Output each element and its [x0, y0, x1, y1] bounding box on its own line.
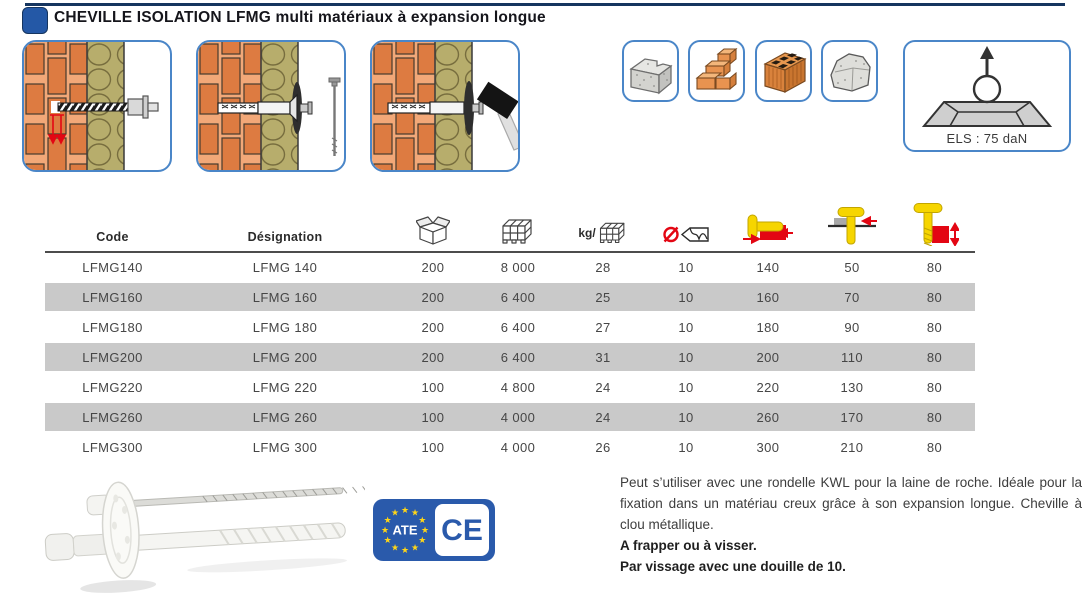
- table-cell: 4 000: [500, 409, 536, 425]
- col-box-qty: [390, 200, 476, 252]
- table-cell: LFMG140: [82, 259, 143, 275]
- table-row: [45, 312, 975, 342]
- svg-text:★: ★: [390, 507, 400, 518]
- embedment-depth-icon: [911, 202, 959, 246]
- table-cell: 80: [926, 409, 943, 425]
- svg-text:★: ★: [390, 542, 400, 553]
- table-cell: 24: [595, 379, 611, 395]
- ate-ce-logo: [373, 499, 495, 561]
- table-cell: 110: [841, 349, 863, 365]
- svg-text:★: ★: [410, 507, 420, 518]
- table-cell: 200: [756, 349, 780, 365]
- table-cell: 210: [840, 439, 864, 455]
- table-cell: 10: [678, 259, 694, 275]
- table-cell: 31: [595, 349, 611, 365]
- kg-label: kg/: [578, 225, 596, 240]
- table-cell: 300: [756, 439, 780, 455]
- els-rating-box: [903, 40, 1071, 152]
- table-cell: 27: [595, 319, 611, 335]
- svg-text:★: ★: [400, 545, 410, 555]
- table-cell: 90: [844, 319, 860, 335]
- drill-diameter-icon: [662, 223, 710, 246]
- product-description: [620, 472, 1082, 577]
- table-cell: 80: [926, 319, 943, 335]
- table-cell: 4 000: [500, 439, 536, 455]
- illustration-anchor-inserted: [196, 40, 346, 172]
- illustration-drilling: [22, 40, 172, 172]
- table-row: [45, 282, 975, 312]
- table-cell: LFMG 300: [252, 439, 318, 455]
- table-cell: 100: [421, 409, 445, 425]
- description-bold-2: Par vissage avec une douille de 10.: [620, 559, 846, 574]
- table-cell: 10: [678, 289, 694, 305]
- table-cell: LFMG 180: [252, 319, 318, 335]
- table-row: [45, 342, 975, 372]
- table-cell: LFMG 200: [252, 349, 318, 365]
- table-cell: LFMG300: [82, 439, 143, 455]
- stone-icon: [823, 42, 876, 100]
- svg-text:★: ★: [400, 505, 410, 515]
- ate-label: ATE: [392, 522, 418, 538]
- table-cell: 25: [595, 289, 611, 305]
- table-cell: 10: [678, 349, 694, 365]
- table-cell: 200: [421, 319, 445, 335]
- col-kg-per-pallet: [560, 200, 646, 252]
- drill-into-wall-icon: [24, 42, 172, 172]
- svg-text:★: ★: [420, 525, 430, 535]
- svg-text:★: ★: [383, 515, 392, 525]
- table-row: [45, 372, 975, 402]
- product-table: [45, 200, 975, 461]
- table-cell: 6 400: [500, 319, 536, 335]
- col-embedment-depth: [894, 200, 975, 252]
- table-cell: 50: [844, 259, 860, 275]
- pallet-icon: [500, 216, 536, 246]
- table-cell: 160: [756, 289, 780, 305]
- table-cell: 26: [595, 439, 611, 455]
- anchor-in-wall-icon: [198, 42, 346, 172]
- svg-text:★: ★: [383, 535, 392, 545]
- table-cell: 6 400: [500, 289, 536, 305]
- table-cell: 80: [926, 259, 943, 275]
- table-cell: 100: [421, 439, 445, 455]
- carton-box-icon: [416, 215, 450, 246]
- col-designation: [180, 200, 390, 252]
- els-value: ELS : 75 daN: [946, 131, 1028, 146]
- table-cell: 180: [756, 319, 780, 335]
- svg-text:★: ★: [410, 542, 420, 553]
- illustration-hammering: [370, 40, 520, 172]
- table-cell: 80: [926, 289, 943, 305]
- table-cell: 4 800: [500, 379, 536, 395]
- svg-text:★: ★: [380, 525, 390, 535]
- material-hollow-brick: [755, 40, 812, 102]
- table-cell: LFMG220: [82, 379, 143, 395]
- hollow-brick-icon: [757, 42, 810, 100]
- table-row: [45, 402, 975, 432]
- hammer-anchor-icon: [372, 42, 520, 172]
- table-cell: 100: [421, 379, 445, 395]
- table-header-row: [45, 200, 975, 252]
- table-cell: 200: [421, 349, 445, 365]
- col-code: [45, 200, 180, 252]
- table-cell: LFMG160: [82, 289, 143, 305]
- table-cell: 140: [756, 259, 780, 275]
- material-stone: [821, 40, 878, 102]
- col-designation-label: Désignation: [247, 230, 323, 244]
- pull-out-load-icon: [906, 42, 1068, 128]
- description-paragraph: Peut s’utiliser avec une rondelle KWL pour la laine de roche. Idéale pour la fixation dans un matériau creux grâce à son expansion longue. Cheville à clou métallique.: [620, 475, 1082, 532]
- table-cell: 8 000: [500, 259, 536, 275]
- table-cell: 6 400: [500, 349, 536, 365]
- table-cell: LFMG 140: [252, 259, 318, 275]
- svg-text:★: ★: [418, 515, 427, 525]
- table-cell: 10: [678, 409, 694, 425]
- svg-text:★: ★: [418, 535, 427, 545]
- table-cell: 130: [840, 379, 864, 395]
- table-cell: LFMG 220: [252, 379, 318, 395]
- fixture-thickness-icon: [826, 206, 878, 246]
- product-table-body: [45, 252, 975, 461]
- product-photo: [15, 466, 365, 603]
- table-cell: 260: [756, 409, 780, 425]
- table-cell: LFMG 260: [252, 409, 318, 425]
- col-anchor-length: [726, 200, 810, 252]
- concrete-icon: [624, 42, 677, 100]
- title-bullet: [22, 7, 48, 34]
- anchor-product-image: [15, 466, 365, 598]
- table-cell: 170: [840, 409, 864, 425]
- table-cell: 200: [421, 259, 445, 275]
- col-pallet-qty: [476, 200, 560, 252]
- table-cell: LFMG260: [82, 409, 143, 425]
- material-solid-brick: [688, 40, 745, 102]
- table-cell: 80: [926, 379, 943, 395]
- title-rule: [25, 3, 1065, 6]
- pallet-icon: [598, 219, 628, 246]
- certification-logo: [373, 499, 495, 566]
- material-concrete: [622, 40, 679, 102]
- table-row: [45, 432, 975, 461]
- table-cell: 80: [926, 349, 943, 365]
- table-cell: LFMG 160: [252, 289, 318, 305]
- table-cell: 28: [595, 259, 611, 275]
- table-cell: 80: [926, 439, 943, 455]
- page-title: CHEVILLE ISOLATION LFMG multi matériaux à expansion longue: [54, 9, 546, 26]
- table-cell: 70: [844, 289, 860, 305]
- table-row: [45, 252, 975, 282]
- table-cell: 10: [678, 319, 694, 335]
- table-cell: LFMG180: [82, 319, 143, 335]
- table-cell: 10: [678, 379, 694, 395]
- table-cell: 220: [756, 379, 780, 395]
- table-cell: 24: [595, 409, 611, 425]
- col-fixture-thickness: [810, 200, 894, 252]
- col-drill-diameter: [646, 200, 726, 252]
- table-cell: LFMG200: [82, 349, 143, 365]
- solid-brick-icon: [690, 42, 743, 100]
- anchor-length-icon: [742, 206, 794, 246]
- ce-mark: CE: [441, 514, 483, 547]
- table-cell: 200: [421, 289, 445, 305]
- description-bold-1: A frapper ou à visser.: [620, 538, 757, 553]
- table-cell: 10: [678, 439, 694, 455]
- col-code-label: Code: [96, 230, 129, 244]
